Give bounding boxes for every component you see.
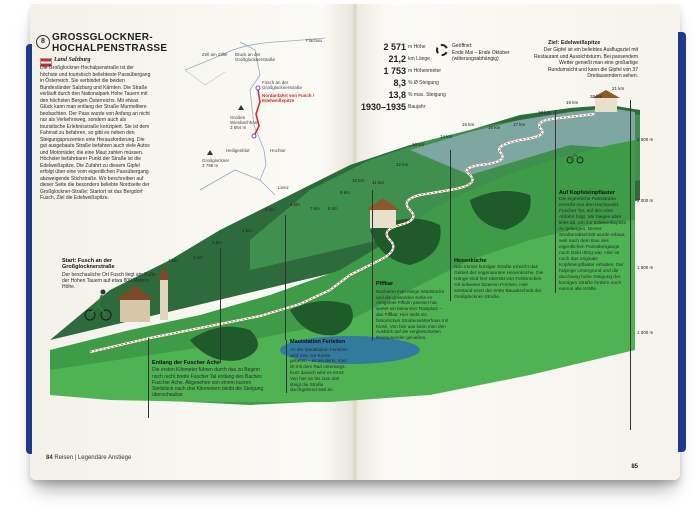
km-marker: 9 km — [340, 190, 350, 195]
km-marker: 8 km — [328, 206, 338, 211]
book-cover-edge-left — [26, 44, 32, 454]
footer-left: 84 Reisen | Legendäre Anstiege — [46, 455, 132, 461]
km-marker: 12 km — [396, 162, 409, 167]
section-start: Start: Fusch an der Großglocknerstraße Der beschauliche Ort Fusch liegt am Fuße der Hohen Tauern auf etwa 800 Metern Höhe. — [62, 258, 156, 291]
km-marker: 10 km — [352, 178, 365, 183]
section-mautstation: Mautstation Ferleiten An der Mautstation Ferleiten wird man zur Kasse gebeten – es sei denn, man ist mit dem Rad unterwegs. Kurz danach wird es ernst: Von hier an bis zum Ziel steigt die Straße durchgehend steil an. — [286, 340, 348, 393]
map-label-bruck: Bruck an der Großglocknerstraße — [235, 52, 276, 62]
map-label-grossglockner: Großglockner 3 798 m — [202, 158, 230, 168]
marker-line-kopf — [555, 110, 556, 190]
km-marker: 6 km — [290, 202, 300, 207]
footer-right: 85 — [631, 464, 638, 470]
section-kopfsteinpflaster: Auf Kopfsteinpflaster Die eigentliche Passstraße erreicht nun den Hochpunkt Fuscher Tor, auf den eine Abfahrt folgt. Wir biegen aber links ab, um zur Edelweißspitze zu gelangen. Dieser Straßenabschnitt wurde erbaut, weil nach dem Bau des eigentlichen Passübergangs noch Geld übrig war. Hier ist noch das originale Kopfsteinpflaster erhalten. Der holprige Untergrund und die durchweg hohe Steigung der kurvigen Straße fordern noch einmal alle Kräfte. — [555, 190, 629, 293]
map-label-flachau: Flachau — [306, 38, 323, 43]
elevation-label: 2 500 m — [637, 137, 654, 142]
intro-text: Die Großglockner-Hochalpenstraße ist der höchste und touristisch beliebteste Passübergang in Österreich. Sie verbindet die beiden Bundesländer Salzburg und Kärnten. Die Straße verläuft durch den Nationalpark Hohe Tauern mit den höchsten Bergen Österreichs. Mit etwas Glück kann man entlang der Straße Murmeltiere beobachten. Der Pass wurde von Anfang an nicht nur als Verkehrsweg, sondern auch als touristische Erlebnisstraße konzipiert. Sie ist dem Fahrrad zu befahren, so gibt es neben den Steigungsprozenten eine Herausforderung. Die gut ausgebaute Straße befahren auch viele Autos und Motorräder, die eine Maut zahlen müssen. Höchster befahrbarer Punkt der Straße ist die Edelweißspitze. Die Zufahrt zu diesem Gipfel erfolgt über eine vom eigentlichen Passübergang abzweigende Stichstraße. Wir beschreiben auf dieser Seite die besonders beliebte Nordseite der Großglockner-Straße: Startort ist das Bergdorf Fusch, Ziel die Edelweißspitze. — [40, 65, 151, 201]
map-label-fusch: Fusch an der Großglocknerstraße — [262, 80, 303, 90]
map-label-route: Nordanfahrt von Fusch / Edelweißspitze — [262, 93, 315, 103]
section-hexenkueche: Hexenküche Nun immer kurviger Straße erreicht das Gebiet der sogenannten Hexenküche. Die Hänge sind hier übersät von Felsbrocken mit teilweise bizarren Formen. Hier entstand einst der erste Bauabschnitt der Großglockner-Straße. — [450, 258, 546, 301]
km-marker: 13 km — [412, 142, 425, 147]
elevation-label: 1 500 m — [637, 265, 654, 270]
km-marker: 20 km — [590, 94, 603, 99]
section-piffkar: Piffkar Nachdem man einige Waldstücke und die grasenden Kühe im Almgebiet Piffalm passiert hat, wartet ein bekannter Rastplatz – das Piffkar. Hier steht ein historisches Straßenwärterhaus mit Kiosk. Von hier aus kann man den Ausblick auf die vergletscherten Dreitausender genießen. — [372, 282, 448, 341]
elevation-label: 2 000 m — [637, 198, 654, 203]
km-marker: 4 km — [242, 228, 252, 233]
elevation-axis — [630, 100, 631, 430]
goal-heading: Ziel: Edelweißspitze — [548, 40, 601, 46]
marker-line-hexen — [450, 150, 451, 260]
km-marker: 19 km — [566, 100, 579, 105]
book-cover-edge-right — [678, 32, 686, 452]
opening-hours: Geöffnet: Ende Mai – Ende Oktober (witterungsabhängig) — [452, 43, 510, 62]
marker-line-piffkar — [372, 190, 373, 285]
map-label-heiligenblut: Heiligenblut — [226, 148, 250, 153]
page-title: GROSSGLOCKNER-HOCHALPENSTRASSE — [52, 32, 168, 54]
km-marker: 5 km — [265, 207, 275, 212]
km-marker: 2 km — [193, 255, 203, 260]
marker-line-5km — [285, 215, 286, 340]
km-marker: 21 km — [612, 86, 625, 91]
route-number-badge: 8 — [36, 35, 50, 49]
km-marker: 14 km — [440, 134, 453, 139]
section-fuscher-ache: Entlang der Fuscher Ache Die ersten Kilometer führen durch das zu Beginn noch recht breite Fuscher Tal entlang des Baches Fuscher Ache. Abgesehen von einem kurzen Steilstück nach drei Kilometern bleibt die Steigung überschaubar. — [148, 360, 272, 399]
km-marker: 3 km — [212, 240, 222, 245]
goal-text: Der Gipfel ist ein beliebtes Ausflugsziel mit Restaurant und Aussichtsturm. Bei passendem Wetter genießt man eine großartige Rundumsicht und kann die Gipfel von 37 Dreitausendern sehen. — [534, 47, 638, 79]
region-label: Land Salzburg — [54, 57, 91, 63]
opening-hours-icon — [436, 44, 448, 56]
km-marker: 16 km — [488, 125, 501, 130]
map-label-wiesbachhorn: Großes Wiesbachhorn 3 564 m — [230, 115, 259, 130]
map-label-zell: Zell am Ziller — [202, 52, 228, 57]
km-marker: 18 km — [538, 110, 551, 115]
km-marker: 17 km — [513, 122, 526, 127]
elevation-label: 1 000 m — [637, 330, 654, 335]
km-marker: 15 km — [462, 122, 475, 127]
map-label-hochtor: Hochtor — [270, 148, 286, 153]
map-label-lienz: Lienz — [278, 185, 289, 190]
marker-line-3km — [220, 248, 221, 363]
km-marker: 7 km — [310, 206, 320, 211]
km-marker: 1 km — [168, 258, 178, 263]
km-marker: 11 km — [372, 180, 384, 185]
